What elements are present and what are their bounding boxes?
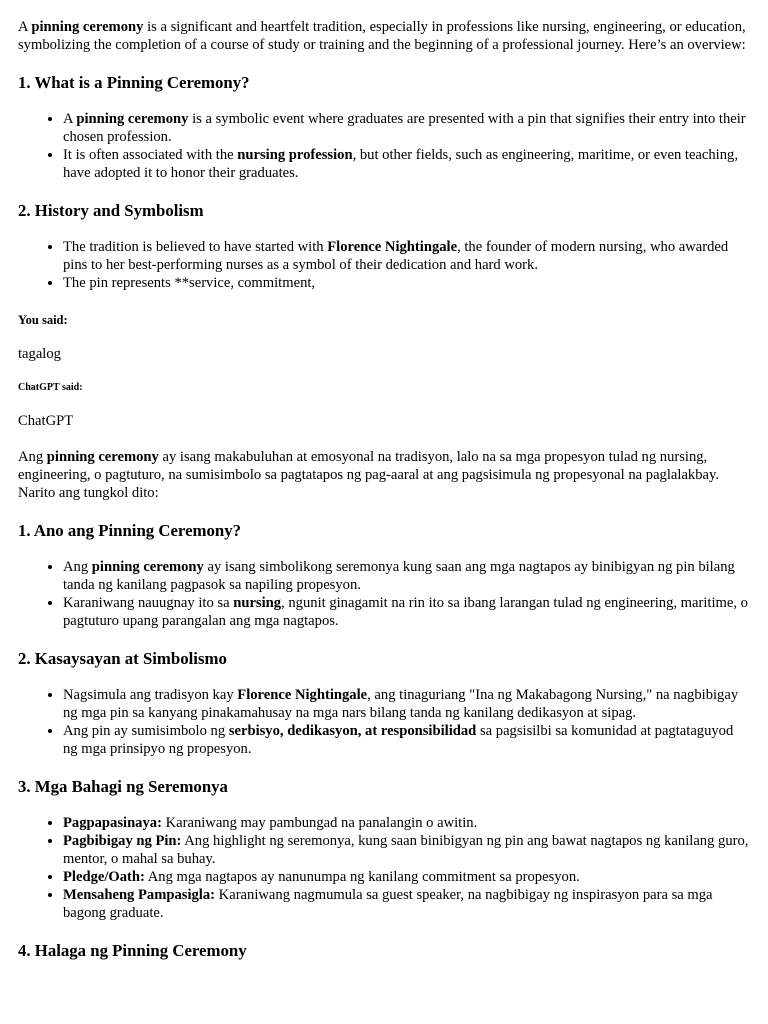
chatgpt-said-label: ChatGPT said:	[18, 382, 83, 393]
english-section-2-list	[18, 238, 750, 292]
tagalog-section-1-heading: 1. Ano ang Pinning Ceremony?	[18, 521, 242, 540]
tagalog-section-2-heading: 2. Kasaysayan at Simbolismo	[18, 649, 227, 668]
list-item: • The tradition is believed to have started with Florence Nightingale, the founder of modern nursing, who awarded pins to her best-performing nurses as a symbol of their dedication and hard work.	[63, 238, 750, 274]
you-said-label: You said:	[18, 313, 68, 327]
list-item: • The pin represents **service, commitment,	[63, 274, 750, 292]
user-message: tagalog	[18, 346, 61, 362]
english-section-1-list	[18, 110, 750, 182]
tagalog-section-1-list	[18, 558, 750, 630]
list-item: • Karaniwang nauugnay ito sa nursing, ngunit ginagamit na rin ito sa ibang larangan tulad ng engineering, maritime, o pagtuturo upang parangalan ang mga nagtapos.	[63, 594, 750, 630]
english-section-2-heading: 2. History and Symbolism	[18, 201, 204, 220]
list-item: • Pagpapasinaya: Karaniwang may pambungad na panalangin o awitin.	[63, 814, 750, 832]
english-section-1-heading: 1. What is a Pinning Ceremony?	[18, 73, 250, 92]
list-item: • Pledge/Oath: Ang mga nagtapos ay nanunumpa ng kanilang commitment sa propesyon.	[63, 868, 750, 886]
tagalog-section-4-heading: 4. Halaga ng Pinning Ceremony	[18, 941, 247, 960]
tagalog-intro-paragraph: Ang pinning ceremony ay isang makabuluhan at emosyonal na tradisyon, lalo na sa mga propesyon tulad ng nursing, engineering, o pagtuturo, na sumisimbolo sa pagtatapos ng pag-aaral at ang pagsisimula ng propesyonal na paglalakbay. Narito ang tungkol dito:	[18, 449, 719, 501]
assistant-name: ChatGPT	[18, 413, 74, 429]
list-item: • A pinning ceremony is a symbolic event where graduates are presented with a pin that signifies their entry into their chosen profession.	[63, 110, 750, 146]
tagalog-section-3-list	[18, 814, 750, 922]
list-item: • Pagbibigay ng Pin: Ang highlight ng seremonya, kung saan binibigyan ng pin ang bawat nagtapos ng kanilang guro, mentor, o mahal sa buhay.	[63, 832, 750, 868]
english-intro-paragraph: A pinning ceremony is a significant and heartfelt tradition, especially in professions like nursing, engineering, or education, symbolizing the completion of a course of study or training and the beginning of a professional journey. Here’s an overview:	[18, 19, 746, 53]
list-item: • Ang pinning ceremony ay isang simbolikong seremonya kung saan ang mga nagtapos ay binibigyan ng pin bilang tanda ng kanilang pagpasok sa napiling propesyon.	[63, 558, 750, 594]
tagalog-section-2-list	[18, 686, 750, 758]
list-item: • Ang pin ay sumisimbolo ng serbisyo, dedikasyon, at responsibilidad sa pagsisilbi sa komunidad at pagtataguyod ng mga prinsipyo ng propesyon.	[63, 722, 750, 758]
tagalog-section-3-heading: 3. Mga Bahagi ng Seremonya	[18, 777, 228, 796]
list-item: • Nagsimula ang tradisyon kay Florence Nightingale, ang tinaguriang "Ina ng Makabagong Nursing," na nagbibigay ng mga pin sa kanyang pinakamahusay na mga nars bilang tanda ng kanilang dedikasyon at sipag.	[63, 686, 750, 722]
list-item: • Mensaheng Pampasigla: Karaniwang nagmumula sa guest speaker, na nagbibigay ng inspirasyon para sa mga bagong graduate.	[63, 886, 750, 922]
list-item: • It is often associated with the nursing profession, but other fields, such as engineering, maritime, or even teaching, have adopted it to honor their graduates.	[63, 146, 750, 182]
